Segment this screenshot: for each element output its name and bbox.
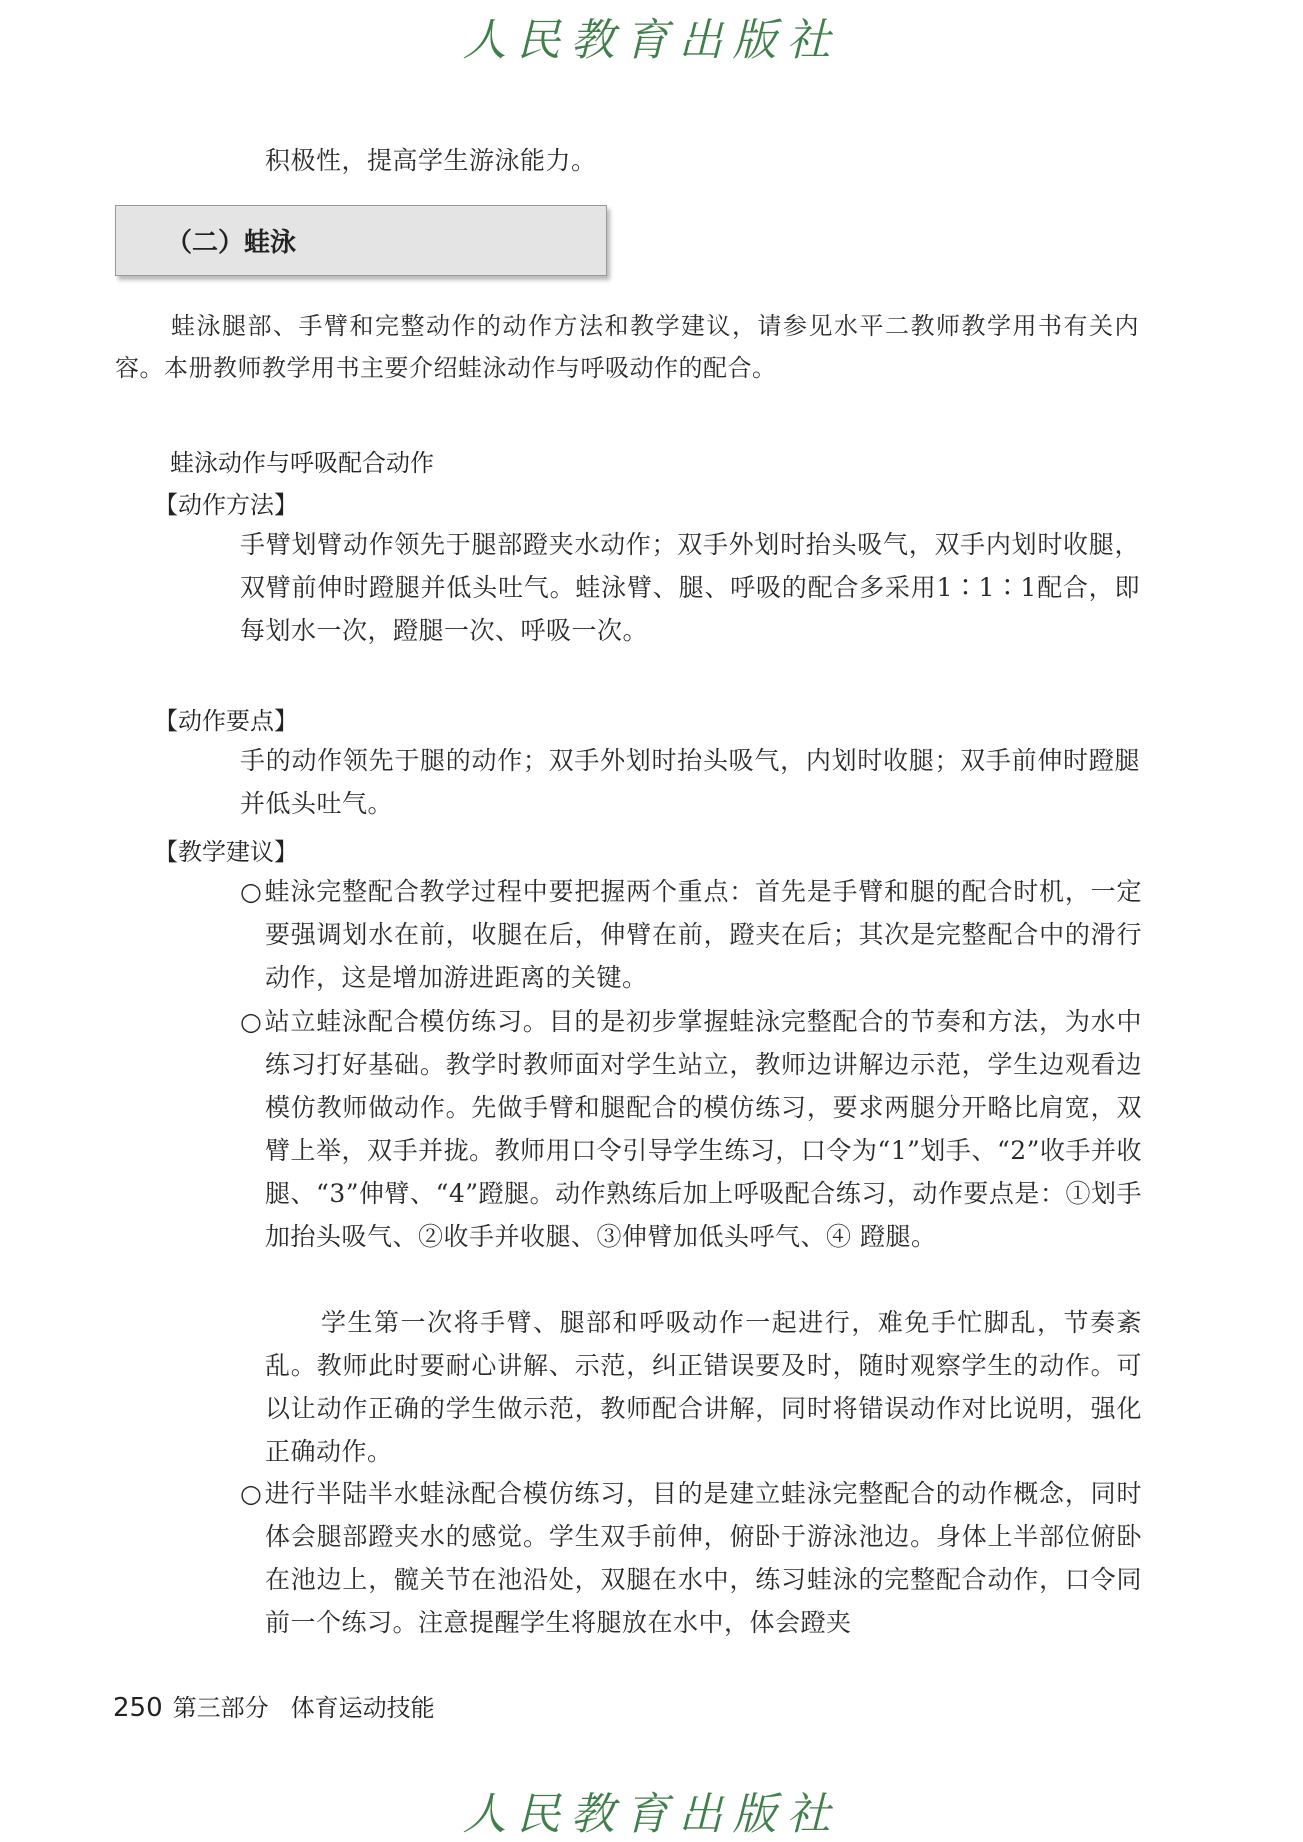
bullet-circle-icon: ○ [240, 1007, 263, 1036]
footer-part: 第三部分 [172, 1694, 269, 1722]
section-title: （二）蛙泳 [166, 228, 297, 258]
publisher-logo-bottom: 人民教育出版社 [462, 1789, 841, 1840]
teaching-item-3 [240, 1472, 1142, 1644]
method-label: 【动作方法】 [154, 491, 298, 519]
page-footer [113, 1688, 435, 1723]
page-number: 250 [113, 1693, 163, 1723]
subheading: 蛙泳动作与呼吸配合动作 [170, 449, 434, 477]
bullet-circle-icon: ○ [240, 877, 263, 906]
keypoints-label: 【动作要点】 [154, 707, 298, 735]
teaching-item-2-text: 站立蛙泳配合模仿练习。目的是初步掌握蛙泳完整配合的节奏和方法，为水中练习打好基础。教学时教师面对学生站立，教师边讲解边示范，学生边观看边模仿教师做动作。先做手臂和腿配合的模仿练习，要求两腿分开略比肩宽，双臂上举，双手并拢。教师用口令引导学生练习，口令为“1”划手、“2”收手并收腿、“3”伸臂、“4”蹬腿。动作熟练后加上呼吸配合练习，动作要点是：①划手加抬头吸气、②收手并收腿、③伸臂加低头呼气、④ 蹬腿。 [264, 1007, 1142, 1251]
method-text: 手臂划臂动作领先于腿部蹬夹水动作；双手外划时抬头吸气，双手内划时收腿，双臂前伸时蹬腿并低头吐气。蛙泳臂、腿、呼吸的配合多采用1∶1∶1配合，即每划水一次，蹬腿一次、呼吸一次。 [240, 530, 1140, 645]
intro-paragraph: 蛙泳腿部、手臂和完整动作的动作方法和教学建议，请参见水平二教师教学用书有关内容。本册教师教学用书主要介绍蛙泳动作与呼吸动作的配合。 [115, 312, 1139, 382]
teaching-item-1-text: 蛙泳完整配合教学过程中要把握两个重点：首先是手臂和腿的配合时机，一定要强调划水在前，收腿在后，伸臂在前，蹬夹在后；其次是完整配合中的滑行动作，这是增加游进距离的关键。 [264, 877, 1142, 992]
section-header-box [115, 205, 607, 276]
publisher-logo-top: 人民教育出版社 [462, 15, 841, 66]
bullet-circle-icon: ○ [240, 1479, 263, 1508]
teaching-label: 【教学建议】 [154, 838, 298, 866]
teaching-item-2-continued: 学生第一次将手臂、腿部和呼吸动作一起进行，难免手忙脚乱，节奏紊乱。教师此时要耐心讲解、示范，纠正错误要及时，随时观察学生的动作。可以让动作正确的学生做示范，教师配合讲解，同时将错误动作对比说明，强化正确动作。 [265, 1308, 1142, 1466]
keypoints-text: 手的动作领先于腿的动作；双手外划时抬头吸气，内划时收腿；双手前伸时蹬腿并低头吐气。 [240, 746, 1140, 818]
teaching-item-1 [240, 870, 1142, 999]
footer-chapter: 体育运动技能 [290, 1694, 435, 1722]
teaching-item-3-text: 进行半陆半水蛙泳配合模仿练习，目的是建立蛙泳完整配合的动作概念，同时体会腿部蹬夹水的感觉。学生双手前伸，俯卧于游泳池边。身体上半部位俯卧在池边上，髋关节在池沿处，双腿在水中，练习蛙泳的完整配合动作，口令同前一个练习。注意提醒学生将腿放在水中，体会蹬夹 [264, 1479, 1142, 1637]
teaching-item-2 [240, 1000, 1142, 1258]
lead-line: 积极性，提高学生游泳能力。 [265, 146, 597, 175]
